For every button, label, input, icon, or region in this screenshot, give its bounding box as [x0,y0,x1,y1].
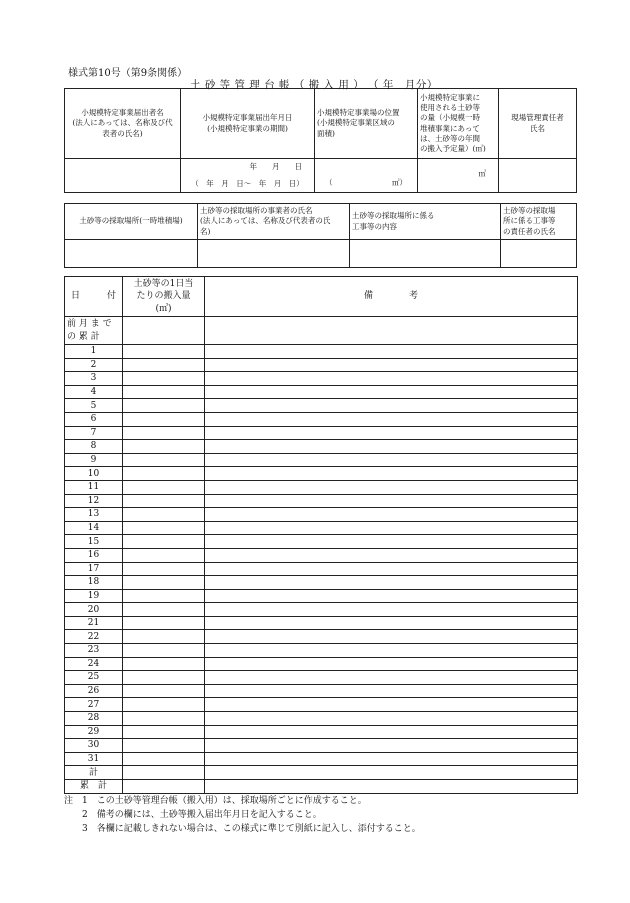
area-open: （ [325,177,333,187]
daily-amount-cell[interactable] [123,644,205,658]
table-row [65,412,578,426]
table-row [65,399,578,413]
day-number: 30 [65,739,123,753]
day-number: 9 [65,453,123,467]
daily-amount-cell[interactable] [123,480,205,494]
table-row [65,494,578,508]
day-number: 16 [65,548,123,562]
cell-work-manager[interactable] [501,240,577,268]
prev-month-total-label: 前 月 ま で の 累 計 [65,317,123,345]
header-site-location: 小規模特定事業場の位置 (小規模特定事業区域の 面積) [315,89,418,159]
remarks-cell[interactable] [205,453,578,467]
day-number: 3 [65,372,123,386]
table-row [65,480,578,494]
day-number: 4 [65,385,123,399]
table-row [65,548,578,562]
table-row [65,576,578,590]
remarks-cell[interactable] [205,467,578,481]
day-number: 12 [65,494,123,508]
daily-amount-cell[interactable] [123,698,205,712]
remarks-cell[interactable] [205,480,578,494]
table-row [65,698,578,712]
note-2: 2 備考の欄には、土砂等搬入届出年月日を記入すること。 [64,810,322,820]
daily-amount-cell[interactable] [123,453,205,467]
cumulative-remarks[interactable] [205,780,578,794]
daily-ledger-table [64,276,578,794]
day-number: 22 [65,630,123,644]
day-number: 10 [65,467,123,481]
cumulative-label: 累 計 [65,780,123,794]
day-number: 20 [65,603,123,617]
day-number: 6 [65,412,123,426]
table-row [65,426,578,440]
table-row [65,671,578,685]
table-row [65,616,578,630]
cell-extraction-site[interactable] [65,240,198,268]
daily-amount-cell[interactable] [123,576,205,590]
cell-operator-name[interactable] [65,159,181,193]
daily-amount-cell[interactable] [123,684,205,698]
table-row [65,453,578,467]
volume-unit: ㎥ [478,169,486,178]
note-1: 注 1 この土砂等管理台帳（搬入用）は、採取場所ごとに作成すること。 [64,796,367,806]
day-number: 17 [65,562,123,576]
day-number: 26 [65,684,123,698]
note-3: 3 各欄に記載しきれない場合は、この様式に準じて別紙に記入し、添付すること。 [64,824,421,834]
remarks-cell[interactable] [205,399,578,413]
extraction-site-table [64,203,577,268]
table-row [65,467,578,481]
cell-notification-date[interactable] [181,159,315,193]
subtotal-amount[interactable] [123,766,205,780]
day-number: 14 [65,521,123,535]
remarks-cell[interactable] [205,426,578,440]
remarks-cell[interactable] [205,739,578,753]
day-number: 21 [65,616,123,630]
header-daily-amount: 土砂等の1日当 たりの搬入量 (㎥) [123,277,205,317]
table-row [65,712,578,726]
remarks-cell[interactable] [205,616,578,630]
daily-amount-cell[interactable] [123,630,205,644]
daily-amount-cell[interactable] [123,385,205,399]
header-soil-volume: 小規模特定事業に 使用される土砂等 の量（小規模一時 堆積事業にあって は、土砂等の年間 の搬入予定量）(㎥) [418,89,499,159]
notes [64,794,421,836]
remarks-cell[interactable] [205,562,578,576]
daily-amount-cell[interactable] [123,399,205,413]
remarks-cell[interactable] [205,657,578,671]
date-line: 年 月 日 [249,162,302,172]
area-unit: ㎡） [392,177,407,187]
remarks-cell[interactable] [205,752,578,766]
day-number: 27 [65,698,123,712]
remarks-cell[interactable] [205,698,578,712]
day-number: 13 [65,508,123,522]
table-row [65,440,578,454]
daily-amount-cell[interactable] [123,508,205,522]
daily-amount-cell[interactable] [123,752,205,766]
daily-amount-cell[interactable] [123,589,205,603]
day-number: 8 [65,440,123,454]
daily-amount-cell[interactable] [123,671,205,685]
day-number: 28 [65,712,123,726]
table-row [65,603,578,617]
remarks-cell[interactable] [205,576,578,590]
remarks-cell[interactable] [205,589,578,603]
prev-month-total-remarks[interactable] [205,317,578,345]
subtotal-label: 計 [65,766,123,780]
daily-amount-cell[interactable] [123,440,205,454]
cell-work-content[interactable] [350,240,501,268]
table-row [65,345,578,359]
day-number: 11 [65,480,123,494]
daily-amount-cell[interactable] [123,372,205,386]
day-number: 7 [65,426,123,440]
daily-amount-cell[interactable] [123,548,205,562]
daily-amount-cell[interactable] [123,494,205,508]
prev-month-total-amount[interactable] [123,317,205,345]
header-site-manager: 現場管理責任者 氏名 [499,89,577,159]
header-remarks: 備 考 [205,277,578,317]
day-number: 18 [65,576,123,590]
table-row [65,535,578,549]
day-number: 24 [65,657,123,671]
remarks-cell[interactable] [205,603,578,617]
day-number: 25 [65,671,123,685]
header-work-manager: 土砂等の採取場 所に係る工事等 の責任者の氏名 [501,204,577,240]
table-row [65,562,578,576]
period-line: （ 年 月 日～ 年 月 日） [191,178,304,188]
form-number: 様式第10号（第9条関係） [68,68,188,79]
remarks-cell[interactable] [205,345,578,359]
table-row [65,589,578,603]
daily-amount-cell[interactable] [123,562,205,576]
business-info-table [64,88,577,193]
table-row [65,752,578,766]
remarks-cell[interactable] [205,725,578,739]
remarks-cell[interactable] [205,372,578,386]
remarks-cell[interactable] [205,684,578,698]
daily-amount-cell[interactable] [123,616,205,630]
remarks-cell[interactable] [205,412,578,426]
day-number: 15 [65,535,123,549]
cell-soil-volume[interactable] [418,159,499,193]
table-row [65,644,578,658]
daily-amount-cell[interactable] [123,535,205,549]
remarks-cell[interactable] [205,671,578,685]
remarks-cell[interactable] [205,535,578,549]
remarks-cell[interactable] [205,712,578,726]
daily-amount-cell[interactable] [123,345,205,359]
day-number: 2 [65,358,123,372]
day-number: 31 [65,752,123,766]
daily-amount-cell[interactable] [123,712,205,726]
remarks-cell[interactable] [205,440,578,454]
daily-amount-cell[interactable] [123,739,205,753]
remarks-cell[interactable] [205,630,578,644]
daily-amount-cell[interactable] [123,467,205,481]
header-work-content: 土砂等の採取場所に係る 工事等の内容 [350,204,501,240]
header-operator-name: 小規模特定事業届出者名 (法人にあっては、名称及び代 表者の氏名) [65,89,181,159]
table-row [65,358,578,372]
table-row [65,521,578,535]
daily-amount-cell[interactable] [123,521,205,535]
header-date: 日 付 [65,277,123,317]
table-row [65,725,578,739]
daily-amount-cell[interactable] [123,603,205,617]
table-row [65,385,578,399]
header-extraction-site: 土砂等の採取場所(一時堆積場) [65,204,198,240]
day-number: 1 [65,345,123,359]
daily-amount-cell[interactable] [123,412,205,426]
cell-site-manager[interactable] [499,159,577,193]
remarks-cell[interactable] [205,508,578,522]
daily-amount-cell[interactable] [123,725,205,739]
table-row [65,657,578,671]
remarks-cell[interactable] [205,521,578,535]
page-title: 土 砂 等 管 理 台 帳 （ 搬 入 用 ） （ 年 月分） [190,79,438,91]
header-extraction-operator: 土砂等の採取場所の事業者の氏名 (法人にあっては、名称及び代表者の氏 名) [198,204,350,240]
day-number: 19 [65,589,123,603]
day-number: 5 [65,399,123,413]
remarks-cell[interactable] [205,644,578,658]
remarks-cell[interactable] [205,548,578,562]
subtotal-remarks[interactable] [205,766,578,780]
table-row [65,372,578,386]
cell-extraction-operator[interactable] [198,240,350,268]
remarks-cell[interactable] [205,494,578,508]
table-row [65,508,578,522]
remarks-cell[interactable] [205,358,578,372]
daily-amount-cell[interactable] [123,358,205,372]
day-number: 23 [65,644,123,658]
table-row [65,630,578,644]
table-row [65,684,578,698]
cell-site-location[interactable] [315,159,418,193]
daily-amount-cell[interactable] [123,657,205,671]
day-number: 29 [65,725,123,739]
header-notification-date: 小規模特定事業届出年月日 (小規模特定事業の期間) [181,89,315,159]
daily-amount-cell[interactable] [123,426,205,440]
cumulative-amount[interactable] [123,780,205,794]
remarks-cell[interactable] [205,385,578,399]
table-row [65,739,578,753]
